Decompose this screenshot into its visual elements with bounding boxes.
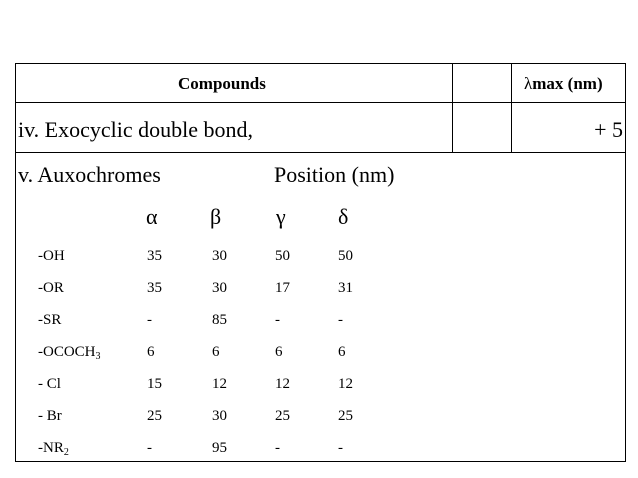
beta-value: 6 bbox=[212, 344, 220, 360]
table-frame bbox=[15, 63, 626, 462]
group-label: -SR bbox=[38, 312, 62, 328]
delta-value: - bbox=[338, 440, 343, 456]
alpha-value: - bbox=[147, 440, 152, 456]
beta-value: 85 bbox=[212, 312, 227, 328]
lambda-max-header bbox=[524, 74, 603, 94]
group-label: - Cl bbox=[38, 376, 61, 392]
beta-value: 30 bbox=[212, 248, 227, 264]
gamma-value: - bbox=[275, 312, 280, 328]
gamma-value: 50 bbox=[275, 248, 290, 264]
group-subscript: 2 bbox=[63, 447, 69, 458]
lambda-max-label: max (nm) bbox=[532, 74, 603, 93]
group-label bbox=[38, 440, 69, 457]
beta-value: 95 bbox=[212, 440, 227, 456]
gamma-value: 25 bbox=[275, 408, 290, 424]
delta-value: 12 bbox=[338, 376, 353, 392]
lambda-symbol: λ bbox=[524, 74, 533, 93]
group-label: -OR bbox=[38, 280, 64, 296]
delta-value: 50 bbox=[338, 248, 353, 264]
alpha-header: α bbox=[146, 204, 158, 229]
group-label: - Br bbox=[38, 408, 62, 424]
header-divider bbox=[16, 102, 625, 103]
delta-value: 25 bbox=[338, 408, 353, 424]
alpha-value: 35 bbox=[147, 248, 162, 264]
beta-header: β bbox=[210, 204, 222, 229]
gamma-value: 17 bbox=[275, 280, 290, 296]
group-label: -OH bbox=[38, 248, 65, 264]
alpha-value: 35 bbox=[147, 280, 162, 296]
row-iv-value: + 5 bbox=[594, 117, 623, 142]
auxochromes-label: v. Auxochromes bbox=[18, 162, 161, 187]
delta-value: 31 bbox=[338, 280, 353, 296]
position-label: Position (nm) bbox=[274, 162, 395, 187]
group-label bbox=[38, 344, 101, 361]
column-divider-2 bbox=[511, 64, 512, 152]
column-divider-1 bbox=[452, 64, 453, 152]
beta-value: 30 bbox=[212, 408, 227, 424]
delta-value: 6 bbox=[338, 344, 346, 360]
gamma-value: - bbox=[275, 440, 280, 456]
alpha-value: 15 bbox=[147, 376, 162, 392]
row-iv-label: iv. Exocyclic double bond, bbox=[18, 117, 254, 142]
beta-value: 12 bbox=[212, 376, 227, 392]
beta-value: 30 bbox=[212, 280, 227, 296]
delta-value: - bbox=[338, 312, 343, 328]
group-text: -NR bbox=[38, 440, 64, 456]
row-iv-divider bbox=[16, 152, 625, 153]
group-text: -OCOCH bbox=[38, 344, 96, 360]
gamma-header: γ bbox=[276, 204, 286, 229]
gamma-value: 12 bbox=[275, 376, 290, 392]
alpha-value: 6 bbox=[147, 344, 155, 360]
gamma-value: 6 bbox=[275, 344, 283, 360]
alpha-value: 25 bbox=[147, 408, 162, 424]
compounds-header: Compounds bbox=[178, 74, 266, 93]
delta-header: δ bbox=[338, 204, 349, 229]
group-subscript: 3 bbox=[95, 351, 101, 362]
alpha-value: - bbox=[147, 312, 152, 328]
